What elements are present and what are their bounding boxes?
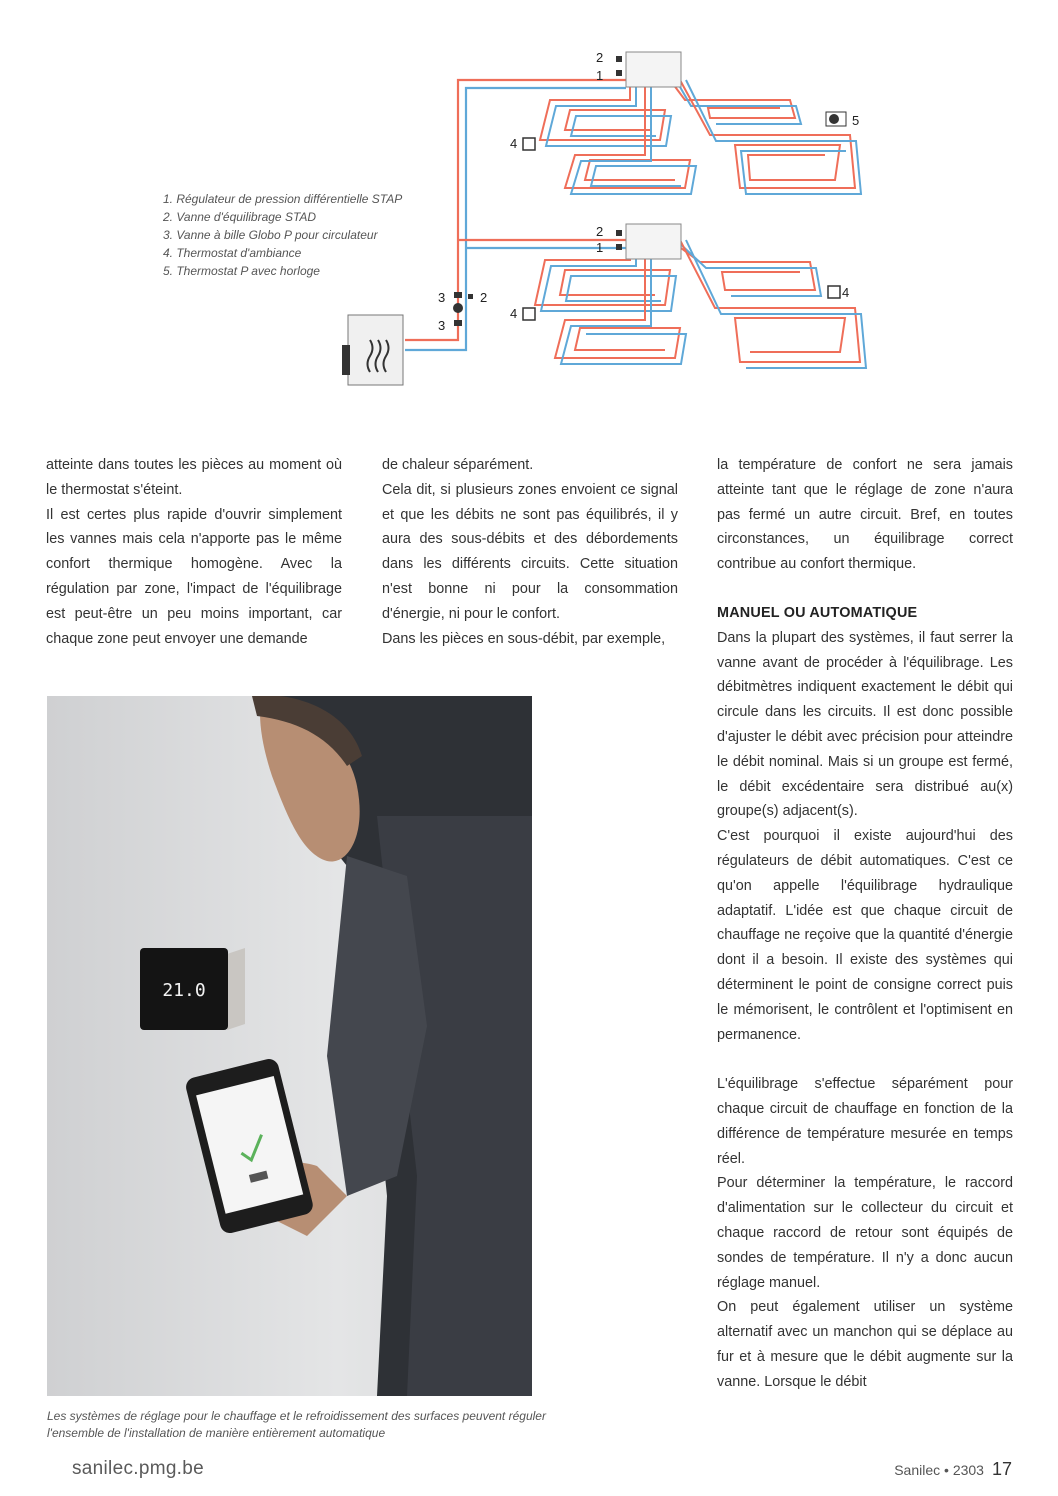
paragraph: C'est pourquoi il existe aujourd'hui des régulateurs de débit automatiques. C'est ce qu'on appelle l'équilibrage hydraulique adaptatif. L'idée est que chaque circuit de chauffage ne reçoive que la quantité d'énergie dont il a besoin. Il existe des systèmes qui déterminent le point de consigne correct puis le mémorisent, le contrôlent et l'optimisent en permanence. bbox=[717, 828, 1013, 1043]
diagram-label: 4 bbox=[510, 306, 518, 321]
diagram-label: 1 bbox=[596, 240, 604, 255]
heating-circuit-diagram bbox=[330, 40, 890, 400]
diagram-label: 2 bbox=[480, 290, 488, 305]
article-column-2 bbox=[382, 453, 678, 651]
section-heading: MANUEL OU AUTOMATIQUE bbox=[717, 604, 918, 621]
article-column-3 bbox=[717, 453, 1013, 1394]
paragraph: Cela dit, si plusieurs zones envoient ce signal et que les débits ne sont pas équilibrés, il y aura des sous-débits et des débordements dans les différents circuits. Cette situation n'est bonne ni pour la consommation d'énergie, ni pour le confort. bbox=[382, 481, 678, 622]
paragraph: de chaleur séparément. bbox=[382, 457, 534, 473]
diagram-label: 2 bbox=[596, 50, 604, 65]
paragraph: L'équilibrage s'effectue séparément pour chaque circuit de chauffage en fonction de la différence de température mesurée en temps réel. bbox=[717, 1076, 1013, 1167]
article-column-1 bbox=[46, 453, 342, 651]
page-footer bbox=[894, 1459, 1012, 1480]
issue-label: Sanilec • 2303 bbox=[894, 1462, 984, 1478]
paragraph: Dans les pièces en sous-débit, par exemple, bbox=[382, 630, 666, 647]
diagram-label: 4 bbox=[510, 136, 518, 151]
clock-thermostat-icon bbox=[826, 112, 846, 126]
boiler-icon bbox=[342, 315, 403, 385]
diagram-label: 5 bbox=[852, 113, 860, 128]
diagram-label: 2 bbox=[596, 224, 604, 239]
diagram-label: 3 bbox=[438, 290, 446, 305]
diagram-label: 1 bbox=[596, 68, 604, 83]
legend-item: 2. Vanne d'équilibrage STAD bbox=[163, 210, 317, 224]
photo-caption: Les systèmes de réglage pour le chauffage et le refroidissement des surfaces peuvent réguler l'ensemble de l'installation de manière entièrement automatique bbox=[47, 1409, 546, 1440]
paragraph: Il est certes plus rapide d'ouvrir simplement les vannes mais cela n'apporte pas le même confort thermique homogène. Avec la régulation par zone, l'impact de l'équilibrage est peut-être un peu moins important, car chaque zone peut envoyer une demande bbox=[46, 506, 342, 647]
paragraph: Dans la plupart des systèmes, il faut serrer la vanne avant de procéder à l'équilibrage. Les débitmètres indiquent exactement le débit qui circule dans les circuits. Il est donc possible d'ajuster le débit avec précision pour atteindre le débit nominal. Mais si un groupe est fermé, le débit excédentaire sera distribué au(x) groupe(s) adjacent(s). bbox=[717, 629, 1013, 820]
paragraph: atteinte dans toutes les pièces au moment où le thermostat s'éteint. bbox=[46, 457, 342, 498]
website-link[interactable]: sanilec.pmg.be bbox=[72, 1458, 204, 1479]
legend-item: 1. Régulateur de pression différentielle STAP bbox=[163, 192, 403, 206]
legend-item: 3. Vanne à bille Globo P pour circulateur bbox=[163, 228, 378, 242]
legend-item: 4. Thermostat d'ambiance bbox=[163, 246, 302, 260]
paragraph: On peut également utiliser un système alternatif avec un manchon qui se déplace au fur et à mesure que le débit augmente sur la vanne. Lorsque le débit bbox=[717, 1299, 1013, 1390]
paragraph: la température de confort ne sera jamais atteinte tant que le réglage de zone n'aura pas fermé un autre circuit. Bref, en toutes circonstances, un équilibrage correct contribue au confort thermique. bbox=[717, 457, 1013, 573]
diagram-legend bbox=[163, 190, 402, 280]
page-number: 17 bbox=[991, 1459, 1012, 1479]
paragraph: Pour déterminer la température, le raccord d'alimentation sur le collecteur du circuit et chaque raccord de retour sont équipés de sondes de température. Il n'y a donc aucun réglage manuel. bbox=[717, 1175, 1013, 1291]
legend-item: 5. Thermostat P avec horloge bbox=[163, 264, 320, 278]
wall-thermostat bbox=[140, 948, 245, 1030]
thermostat-display: 21.0 bbox=[162, 980, 206, 1001]
photo-man-with-smartphone bbox=[47, 696, 532, 1396]
diagram-label: 4 bbox=[842, 285, 850, 300]
diagram-label: 3 bbox=[438, 318, 446, 333]
